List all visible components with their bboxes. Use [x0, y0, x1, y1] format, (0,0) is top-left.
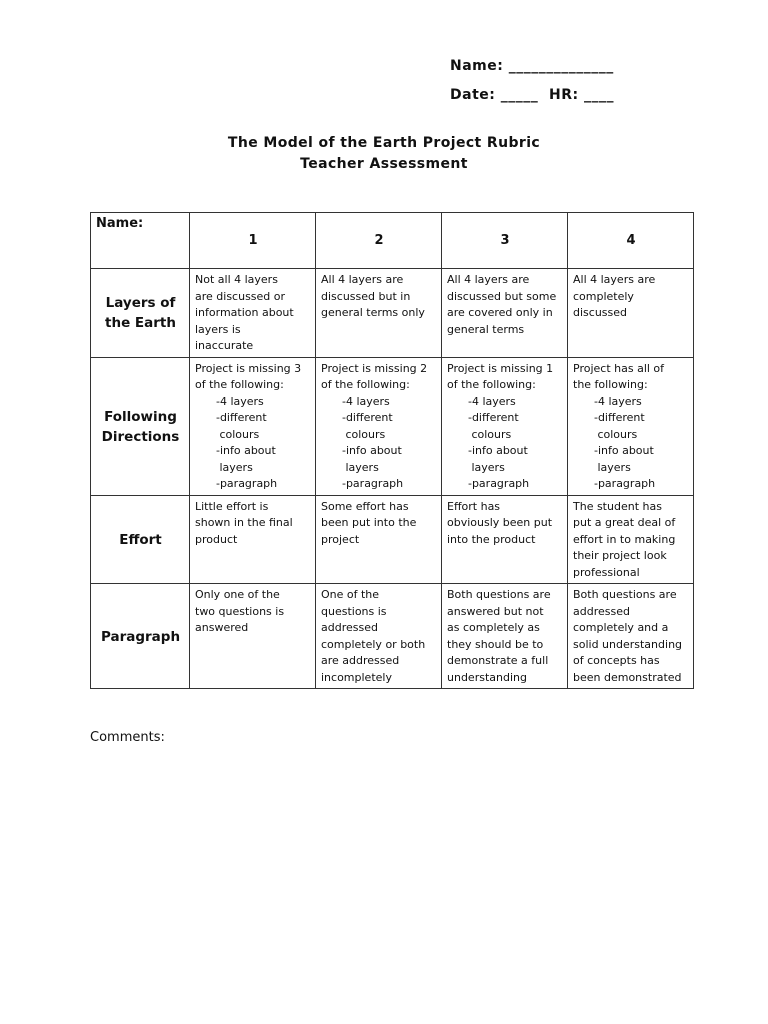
criterion-row-paragraph	[91, 584, 694, 689]
rubric-table	[90, 212, 694, 689]
cell-text-line: layers	[447, 460, 505, 474]
cell-text-line: been put into the	[321, 516, 417, 529]
cell-text-line: into the product	[447, 532, 536, 546]
cell-text-line: All 4 layers are	[321, 273, 404, 286]
cell-text-line: layers	[321, 460, 379, 474]
cell-text-line: colours	[573, 427, 638, 441]
cell-text-line: -info about	[447, 444, 528, 457]
cell-text-line: -4 layers	[321, 394, 390, 408]
rubric-cell-score-2	[316, 495, 442, 584]
cell-text-line: professional	[573, 565, 640, 579]
rubric-cell-score-2	[316, 584, 442, 689]
cell-text-line: -info about	[321, 444, 402, 457]
cell-text-line: information about	[195, 306, 294, 319]
cell-text-line: Effort has	[447, 499, 501, 513]
rubric-cell-score-1	[190, 495, 316, 584]
criterion-label	[91, 269, 190, 358]
cell-text-line: Project is missing 3	[195, 361, 302, 375]
cell-text-line: Project has all of	[573, 361, 665, 375]
cell-text-line: All 4 layers are	[447, 273, 530, 286]
cell-text-line: demonstrate a full	[447, 654, 549, 667]
cell-text-line: obviously been put	[447, 516, 553, 529]
criterion-label	[91, 584, 190, 689]
criterion-label	[91, 495, 190, 584]
date-hr-line: Date: _____ HR: ____	[450, 87, 614, 103]
cell-text-line: -different	[447, 411, 519, 424]
cell-text-line: colours	[195, 427, 260, 441]
cell-text-line: general terms	[447, 322, 525, 336]
cell-text-line: -different	[573, 411, 645, 424]
cell-text-line: Project is missing 2	[321, 361, 428, 375]
cell-text-line: understanding	[447, 670, 527, 684]
cell-text-line: inaccurate	[195, 339, 254, 352]
cell-text-line: -info about	[195, 444, 276, 457]
cell-text-line: discussed but in	[321, 289, 411, 303]
cell-text-line: -info about	[573, 444, 654, 457]
rubric-cell-score-4	[568, 269, 694, 358]
cell-text-line: general terms only	[321, 306, 425, 319]
cell-text-line: effort in to making	[573, 532, 676, 546]
cell-text-line: -4 layers	[195, 394, 264, 408]
cell-text-line: Little effort is	[195, 499, 269, 513]
student-name-line: Name: ______________	[450, 58, 614, 74]
rubric-cell-score-1	[190, 269, 316, 358]
cell-text-line: discussed	[573, 306, 628, 319]
cell-text-line: as completely as	[447, 621, 540, 634]
cell-text-line: are discussed or	[195, 289, 286, 303]
cell-text-line: completely and a	[573, 621, 669, 634]
cell-text-line: are covered only in	[447, 306, 553, 319]
cell-text-line: of the following:	[195, 378, 284, 391]
rubric-title: The Model of the Earth Project Rubric	[227, 135, 541, 151]
cell-text-line: completely	[573, 289, 634, 303]
cell-text-line: Both questions are	[573, 588, 677, 601]
rubric-cell-score-4	[568, 584, 694, 689]
cell-text-line: Not all 4 layers	[195, 273, 278, 286]
cell-text-line: Project is missing 1	[447, 361, 554, 375]
cell-text-line: are addressed	[321, 654, 400, 667]
cell-text-line: Only one of the	[195, 588, 280, 601]
rubric-cell-score-2	[316, 357, 442, 495]
rubric-cell-score-3	[442, 357, 568, 495]
comments-label: Comments:	[90, 730, 165, 745]
rubric-cell-score-3	[442, 584, 568, 689]
rubric-cell-score-1	[190, 357, 316, 495]
criterion-label-line: Layers of	[105, 295, 176, 312]
cell-text-line: The student has	[573, 499, 662, 513]
score-header-4: 4	[568, 213, 694, 269]
cell-text-line: Some effort has	[321, 499, 409, 513]
cell-text-line: of the following:	[321, 378, 410, 391]
cell-text-line: completely or both	[321, 637, 426, 651]
cell-text-line: addressed	[321, 621, 378, 634]
cell-text-line: -paragraph	[573, 477, 656, 490]
score-header-3: 3	[442, 213, 568, 269]
name-cell: Name:	[91, 213, 190, 269]
criterion-row-directions	[91, 357, 694, 495]
rubric-cell-score-1	[190, 584, 316, 689]
cell-text-line: colours	[321, 427, 386, 441]
cell-text-line: their project look	[573, 549, 667, 562]
cell-text-line: -paragraph	[195, 477, 278, 490]
score-header-2: 2	[316, 213, 442, 269]
cell-text-line: put a great deal of	[573, 516, 676, 529]
cell-text-line: questions is	[321, 604, 387, 618]
criterion-label	[91, 357, 190, 495]
rubric-cell-score-3	[442, 269, 568, 358]
rubric-subtitle: Teacher Assessment	[300, 156, 468, 172]
criterion-row-layers	[91, 269, 694, 358]
cell-text-line: shown in the final	[195, 516, 293, 529]
cell-text-line: they should be to	[447, 637, 544, 651]
cell-text-line: product	[195, 532, 238, 546]
cell-text-line: project	[321, 532, 360, 546]
cell-text-line: layers is	[195, 322, 241, 336]
cell-text-line: -4 layers	[447, 394, 516, 408]
rubric-cell-score-4	[568, 495, 694, 584]
cell-text-line: -paragraph	[447, 477, 530, 490]
cell-text-line: addressed	[573, 604, 630, 618]
cell-text-line: colours	[447, 427, 512, 441]
cell-text-line: of concepts has	[573, 654, 660, 667]
cell-text-line: Both questions are	[447, 588, 551, 601]
rubric-cell-score-4	[568, 357, 694, 495]
cell-text-line: of the following:	[447, 378, 536, 391]
cell-text-line: incompletely	[321, 670, 392, 684]
cell-text-line: All 4 layers are	[573, 273, 656, 286]
cell-text-line: the following:	[573, 378, 648, 391]
cell-text-line: -different	[321, 411, 393, 424]
rubric-header-row	[91, 213, 694, 269]
cell-text-line: solid understanding	[573, 637, 683, 651]
cell-text-line: answered but not	[447, 604, 544, 618]
cell-text-line: been demonstrated	[573, 670, 682, 684]
criterion-label-line: Paragraph	[100, 628, 181, 645]
cell-text-line: discussed but some	[447, 289, 557, 303]
rubric-cell-score-2	[316, 269, 442, 358]
cell-text-line: -paragraph	[321, 477, 404, 490]
criterion-label-line: Following	[104, 408, 177, 425]
cell-text-line: answered	[195, 621, 249, 634]
cell-text-line: layers	[195, 460, 253, 474]
criterion-row-effort	[91, 495, 694, 584]
criterion-label-line: Effort	[119, 531, 162, 548]
cell-text-line: two questions is	[195, 604, 285, 618]
score-header-1: 1	[190, 213, 316, 269]
cell-text-line: -different	[195, 411, 267, 424]
criterion-label-line: the Earth	[105, 315, 176, 332]
cell-text-line: One of the	[321, 588, 380, 601]
cell-text-line: layers	[573, 460, 631, 474]
cell-text-line: -4 layers	[573, 394, 642, 408]
criterion-label-line: Directions	[101, 428, 180, 445]
rubric-cell-score-3	[442, 495, 568, 584]
